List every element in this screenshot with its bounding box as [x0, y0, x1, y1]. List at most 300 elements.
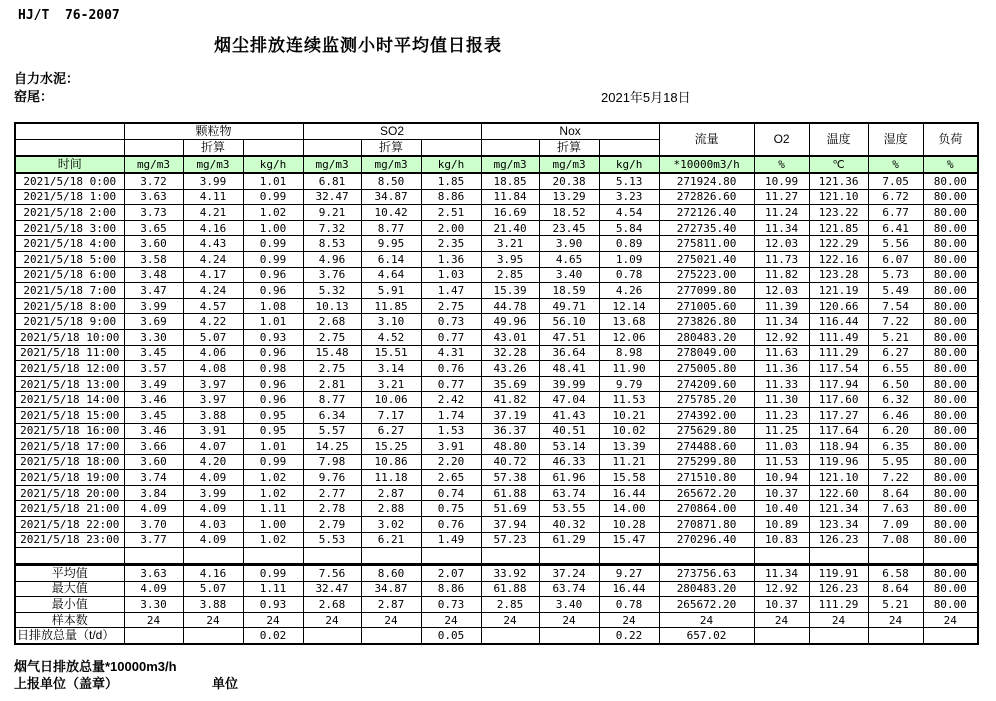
value-cell: 8.86 — [421, 581, 481, 597]
value-cell: 9.27 — [599, 565, 659, 581]
value-cell: 7.98 — [303, 454, 361, 470]
value-cell: 4.07 — [183, 439, 243, 455]
value-cell: 12.14 — [599, 298, 659, 314]
value-cell: 3.46 — [124, 392, 183, 408]
value-cell: 10.83 — [754, 532, 809, 548]
value-cell: 4.43 — [183, 236, 243, 252]
value-cell: 80.00 — [923, 329, 978, 345]
value-cell: 11.21 — [599, 454, 659, 470]
value-cell: 0.93 — [243, 597, 303, 613]
value-cell: 32.47 — [303, 189, 361, 205]
value-cell: 12.92 — [754, 329, 809, 345]
empty-header-cell — [421, 140, 481, 157]
summary-label: 最大值 — [15, 581, 124, 597]
value-cell: 36.64 — [539, 345, 599, 361]
value-cell: 1.00 — [243, 220, 303, 236]
value-cell: 12.06 — [599, 329, 659, 345]
value-cell: 7.56 — [303, 565, 361, 581]
value-cell: 3.14 — [361, 361, 421, 377]
value-cell: 53.55 — [539, 501, 599, 517]
value-cell: 7.09 — [868, 517, 923, 533]
value-cell: 24 — [539, 612, 599, 628]
value-cell: 10.37 — [754, 597, 809, 613]
value-cell: 1.02 — [243, 205, 303, 221]
value-cell: 0.96 — [243, 392, 303, 408]
value-cell: 24 — [809, 612, 868, 628]
value-cell: 7.05 — [868, 173, 923, 189]
value-cell: 3.49 — [124, 376, 183, 392]
page-title: 烟尘排放连续监测小时平均值日报表 — [214, 36, 502, 55]
time-cell: 2021/5/18 2:00 — [15, 205, 124, 221]
value-cell: 11.24 — [754, 205, 809, 221]
time-cell: 2021/5/18 14:00 — [15, 392, 124, 408]
empty-header-cell — [15, 123, 124, 140]
value-cell: 47.04 — [539, 392, 599, 408]
value-cell: 275005.80 — [659, 361, 754, 377]
value-cell: 10.13 — [303, 298, 361, 314]
value-cell: 0.74 — [421, 485, 481, 501]
table-row — [15, 470, 978, 486]
value-cell: 15.39 — [481, 283, 539, 299]
value-cell: 6.46 — [868, 407, 923, 423]
unit-cell: % — [923, 156, 978, 173]
value-cell: 18.59 — [539, 283, 599, 299]
value-cell: 0.77 — [421, 329, 481, 345]
value-cell: 51.69 — [481, 501, 539, 517]
value-cell: 117.94 — [809, 376, 868, 392]
value-cell: 4.96 — [303, 251, 361, 267]
monitoring-table — [14, 122, 979, 565]
value-cell: 4.09 — [183, 532, 243, 548]
table-row — [15, 407, 978, 423]
value-cell: 2.87 — [361, 597, 421, 613]
value-cell: 61.29 — [539, 532, 599, 548]
empty-cell — [15, 548, 124, 564]
value-cell: 122.16 — [809, 251, 868, 267]
value-cell: 2.51 — [421, 205, 481, 221]
value-cell: 3.45 — [124, 407, 183, 423]
value-cell: 0.99 — [243, 189, 303, 205]
value-cell: 117.60 — [809, 392, 868, 408]
value-cell: 10.06 — [361, 392, 421, 408]
value-cell: 3.40 — [539, 597, 599, 613]
value-cell: 46.33 — [539, 454, 599, 470]
value-cell: 2.88 — [361, 501, 421, 517]
value-cell: 0.98 — [243, 361, 303, 377]
group-header-load: 负荷 — [923, 123, 978, 156]
value-cell: 122.60 — [809, 485, 868, 501]
value-cell: 10.40 — [754, 501, 809, 517]
value-cell: 11.53 — [754, 454, 809, 470]
value-cell: 1.02 — [243, 485, 303, 501]
table-row — [15, 205, 978, 221]
value-cell: 80.00 — [923, 173, 978, 189]
empty-cell — [361, 548, 421, 564]
value-cell: 1.09 — [599, 251, 659, 267]
value-cell: 37.19 — [481, 407, 539, 423]
value-cell: 118.94 — [809, 439, 868, 455]
value-cell: 126.23 — [809, 532, 868, 548]
value-cell: 43.01 — [481, 329, 539, 345]
value-cell: 3.97 — [183, 376, 243, 392]
value-cell: 272126.40 — [659, 205, 754, 221]
value-cell: 1.11 — [243, 581, 303, 597]
value-cell: 8.77 — [303, 392, 361, 408]
unit-cell: mg/m3 — [124, 156, 183, 173]
value-cell: 80.00 — [923, 407, 978, 423]
value-cell: 8.98 — [599, 345, 659, 361]
value-cell: 278049.00 — [659, 345, 754, 361]
value-cell: 13.68 — [599, 314, 659, 330]
value-cell: 5.21 — [868, 329, 923, 345]
value-cell: 0.02 — [243, 628, 303, 644]
time-cell: 2021/5/18 22:00 — [15, 517, 124, 533]
value-cell: 0.76 — [421, 517, 481, 533]
value-cell: 5.84 — [599, 220, 659, 236]
table-row — [15, 329, 978, 345]
value-cell: 1.03 — [421, 267, 481, 283]
value-cell: 4.31 — [421, 345, 481, 361]
value-cell: 2.68 — [303, 314, 361, 330]
value-cell: 270871.80 — [659, 517, 754, 533]
header-row-units — [15, 156, 978, 173]
value-cell: 3.63 — [124, 565, 183, 581]
table-row — [15, 345, 978, 361]
value-cell — [754, 628, 809, 644]
value-cell: 272826.60 — [659, 189, 754, 205]
table-row — [15, 423, 978, 439]
table-row — [15, 439, 978, 455]
value-cell: 10.37 — [754, 485, 809, 501]
value-cell: 3.21 — [361, 376, 421, 392]
value-cell: 270864.00 — [659, 501, 754, 517]
value-cell: 61.96 — [539, 470, 599, 486]
value-cell: 0.99 — [243, 236, 303, 252]
time-cell: 2021/5/18 11:00 — [15, 345, 124, 361]
value-cell: 3.77 — [124, 532, 183, 548]
table-row — [15, 517, 978, 533]
time-cell: 2021/5/18 1:00 — [15, 189, 124, 205]
value-cell: 5.91 — [361, 283, 421, 299]
value-cell: 48.41 — [539, 361, 599, 377]
value-cell: 10.28 — [599, 517, 659, 533]
value-cell: 11.33 — [754, 376, 809, 392]
value-cell: 8.53 — [303, 236, 361, 252]
value-cell — [303, 628, 361, 644]
value-cell: 0.96 — [243, 267, 303, 283]
group-header-nox: Nox — [481, 123, 659, 140]
value-cell: 80.00 — [923, 454, 978, 470]
value-cell: 119.96 — [809, 454, 868, 470]
value-cell: 123.34 — [809, 517, 868, 533]
value-cell: 80.00 — [923, 236, 978, 252]
value-cell: 1.01 — [243, 314, 303, 330]
value-cell: 0.96 — [243, 283, 303, 299]
value-cell: 6.72 — [868, 189, 923, 205]
unit-cell: mg/m3 — [183, 156, 243, 173]
unit-cell: % — [868, 156, 923, 173]
station-label: 窑尾： — [14, 89, 54, 104]
time-cell: 2021/5/18 0:00 — [15, 173, 124, 189]
unit-cell: *10000m3/h — [659, 156, 754, 173]
standard-code: HJ/T 76-2007 — [18, 8, 120, 23]
empty-cell — [421, 548, 481, 564]
value-cell: 0.78 — [599, 267, 659, 283]
value-cell: 3.58 — [124, 251, 183, 267]
value-cell: 6.41 — [868, 220, 923, 236]
value-cell: 24 — [599, 612, 659, 628]
value-cell — [183, 628, 243, 644]
value-cell: 1.02 — [243, 470, 303, 486]
value-cell: 3.48 — [124, 267, 183, 283]
unit-cell: kg/h — [599, 156, 659, 173]
value-cell: 120.66 — [809, 298, 868, 314]
value-cell: 80.00 — [923, 283, 978, 299]
value-cell: 24 — [754, 612, 809, 628]
summary-row — [15, 581, 978, 597]
value-cell: 111.29 — [809, 597, 868, 613]
value-cell: 122.29 — [809, 236, 868, 252]
unit-cell: % — [754, 156, 809, 173]
value-cell: 41.43 — [539, 407, 599, 423]
value-cell: 40.72 — [481, 454, 539, 470]
empty-cell — [754, 548, 809, 564]
value-cell: 1.47 — [421, 283, 481, 299]
value-cell: 6.27 — [868, 345, 923, 361]
value-cell: 1.36 — [421, 251, 481, 267]
value-cell: 270296.40 — [659, 532, 754, 548]
value-cell: 15.58 — [599, 470, 659, 486]
value-cell: 61.88 — [481, 485, 539, 501]
value-cell: 3.10 — [361, 314, 421, 330]
value-cell: 11.34 — [754, 220, 809, 236]
value-cell: 3.23 — [599, 189, 659, 205]
value-cell: 0.73 — [421, 314, 481, 330]
value-cell: 33.92 — [481, 565, 539, 581]
summary-label: 样本数 — [15, 612, 124, 628]
value-cell: 280483.20 — [659, 329, 754, 345]
time-cell: 2021/5/18 9:00 — [15, 314, 124, 330]
value-cell: 0.73 — [421, 597, 481, 613]
value-cell: 15.51 — [361, 345, 421, 361]
value-cell: 273756.63 — [659, 565, 754, 581]
value-cell: 16.69 — [481, 205, 539, 221]
value-cell: 53.14 — [539, 439, 599, 455]
value-cell: 80.00 — [923, 267, 978, 283]
company-label: 自力水泥： — [14, 71, 80, 86]
value-cell: 0.93 — [243, 329, 303, 345]
value-cell: 7.22 — [868, 314, 923, 330]
value-cell: 6.50 — [868, 376, 923, 392]
value-cell: 80.00 — [923, 376, 978, 392]
value-cell: 9.76 — [303, 470, 361, 486]
value-cell: 80.00 — [923, 423, 978, 439]
empty-cell — [303, 548, 361, 564]
table-row — [15, 501, 978, 517]
value-cell: 5.95 — [868, 454, 923, 470]
value-cell — [868, 628, 923, 644]
value-cell: 80.00 — [923, 345, 978, 361]
value-cell: 3.97 — [183, 392, 243, 408]
value-cell: 41.82 — [481, 392, 539, 408]
unit-label: 单位 — [212, 676, 239, 691]
summary-row — [15, 612, 978, 628]
value-cell: 3.57 — [124, 361, 183, 377]
value-cell: 6.34 — [303, 407, 361, 423]
time-cell: 2021/5/18 4:00 — [15, 236, 124, 252]
group-header-temp: 温度 — [809, 123, 868, 156]
value-cell: 4.24 — [183, 283, 243, 299]
value-cell: 275785.20 — [659, 392, 754, 408]
value-cell: 0.99 — [243, 251, 303, 267]
value-cell: 4.20 — [183, 454, 243, 470]
value-cell: 0.95 — [243, 407, 303, 423]
value-cell: 80.00 — [923, 392, 978, 408]
value-cell: 275629.80 — [659, 423, 754, 439]
value-cell: 80.00 — [923, 361, 978, 377]
value-cell: 16.44 — [599, 581, 659, 597]
empty-cell — [539, 548, 599, 564]
empty-header-cell — [15, 140, 124, 157]
value-cell: 80.00 — [923, 251, 978, 267]
value-cell: 14.25 — [303, 439, 361, 455]
value-cell: 7.54 — [868, 298, 923, 314]
value-cell: 0.78 — [599, 597, 659, 613]
value-cell: 121.34 — [809, 501, 868, 517]
value-cell: 80.00 — [923, 470, 978, 486]
value-cell: 11.03 — [754, 439, 809, 455]
time-cell: 2021/5/18 23:00 — [15, 532, 124, 548]
value-cell: 3.72 — [124, 173, 183, 189]
value-cell: 275223.00 — [659, 267, 754, 283]
value-cell: 80.00 — [923, 439, 978, 455]
table-row — [15, 376, 978, 392]
value-cell — [923, 628, 978, 644]
value-cell: 7.22 — [868, 470, 923, 486]
unit-cell: ℃ — [809, 156, 868, 173]
value-cell: 57.23 — [481, 532, 539, 548]
value-cell: 80.00 — [923, 298, 978, 314]
value-cell: 6.20 — [868, 423, 923, 439]
empty-cell — [868, 548, 923, 564]
value-cell: 1.74 — [421, 407, 481, 423]
value-cell: 3.46 — [124, 423, 183, 439]
unit-cell: mg/m3 — [361, 156, 421, 173]
value-cell: 4.52 — [361, 329, 421, 345]
value-cell: 1.11 — [243, 501, 303, 517]
summary-row — [15, 628, 978, 644]
value-cell: 4.06 — [183, 345, 243, 361]
value-cell: 3.69 — [124, 314, 183, 330]
value-cell: 1.53 — [421, 423, 481, 439]
table-row — [15, 267, 978, 283]
value-cell: 5.21 — [868, 597, 923, 613]
value-cell: 4.09 — [183, 470, 243, 486]
value-cell: 34.87 — [361, 189, 421, 205]
value-cell: 3.95 — [481, 251, 539, 267]
converted-header-pm: 折算 — [183, 140, 243, 157]
value-cell: 0.99 — [243, 565, 303, 581]
empty-cell — [659, 548, 754, 564]
value-cell: 1.49 — [421, 532, 481, 548]
value-cell: 2.85 — [481, 597, 539, 613]
value-cell: 3.47 — [124, 283, 183, 299]
value-cell: 20.38 — [539, 173, 599, 189]
value-cell: 3.74 — [124, 470, 183, 486]
value-cell: 0.96 — [243, 345, 303, 361]
value-cell: 4.57 — [183, 298, 243, 314]
value-cell: 0.77 — [421, 376, 481, 392]
value-cell: 32.47 — [303, 581, 361, 597]
value-cell: 80.00 — [923, 532, 978, 548]
time-cell: 2021/5/18 21:00 — [15, 501, 124, 517]
value-cell: 5.73 — [868, 267, 923, 283]
empty-cell — [923, 548, 978, 564]
time-cell: 2021/5/18 20:00 — [15, 485, 124, 501]
summary-label: 最小值 — [15, 597, 124, 613]
value-cell: 0.96 — [243, 376, 303, 392]
value-cell: 2.68 — [303, 597, 361, 613]
value-cell: 80.00 — [923, 565, 978, 581]
value-cell: 275811.00 — [659, 236, 754, 252]
value-cell: 4.09 — [124, 581, 183, 597]
value-cell: 34.87 — [361, 581, 421, 597]
table-row — [15, 236, 978, 252]
value-cell: 1.85 — [421, 173, 481, 189]
value-cell: 4.65 — [539, 251, 599, 267]
value-cell: 10.21 — [599, 407, 659, 423]
value-cell: 2.42 — [421, 392, 481, 408]
value-cell: 14.00 — [599, 501, 659, 517]
value-cell: 56.10 — [539, 314, 599, 330]
value-cell: 5.53 — [303, 532, 361, 548]
time-cell: 2021/5/18 12:00 — [15, 361, 124, 377]
value-cell: 1.01 — [243, 173, 303, 189]
value-cell: 40.51 — [539, 423, 599, 439]
value-cell: 32.28 — [481, 345, 539, 361]
value-cell: 49.71 — [539, 298, 599, 314]
value-cell: 6.58 — [868, 565, 923, 581]
value-cell: 4.64 — [361, 267, 421, 283]
empty-header-cell — [243, 140, 303, 157]
value-cell: 3.76 — [303, 267, 361, 283]
group-header-pm: 颗粒物 — [124, 123, 303, 140]
value-cell: 11.27 — [754, 189, 809, 205]
table-row — [15, 454, 978, 470]
value-cell: 119.91 — [809, 565, 868, 581]
table-row — [15, 189, 978, 205]
value-cell: 7.32 — [303, 220, 361, 236]
value-cell: 11.63 — [754, 345, 809, 361]
value-cell: 10.42 — [361, 205, 421, 221]
value-cell: 7.17 — [361, 407, 421, 423]
value-cell: 265672.20 — [659, 485, 754, 501]
value-cell: 0.05 — [421, 628, 481, 644]
value-cell: 126.23 — [809, 581, 868, 597]
time-cell: 2021/5/18 8:00 — [15, 298, 124, 314]
value-cell: 80.00 — [923, 485, 978, 501]
empty-cell — [599, 548, 659, 564]
value-cell: 12.92 — [754, 581, 809, 597]
value-cell: 2.65 — [421, 470, 481, 486]
table-row — [15, 532, 978, 548]
value-cell: 4.54 — [599, 205, 659, 221]
value-cell: 10.86 — [361, 454, 421, 470]
value-cell: 24 — [303, 612, 361, 628]
value-cell: 0.22 — [599, 628, 659, 644]
value-cell: 3.99 — [183, 173, 243, 189]
value-cell: 80.00 — [923, 517, 978, 533]
